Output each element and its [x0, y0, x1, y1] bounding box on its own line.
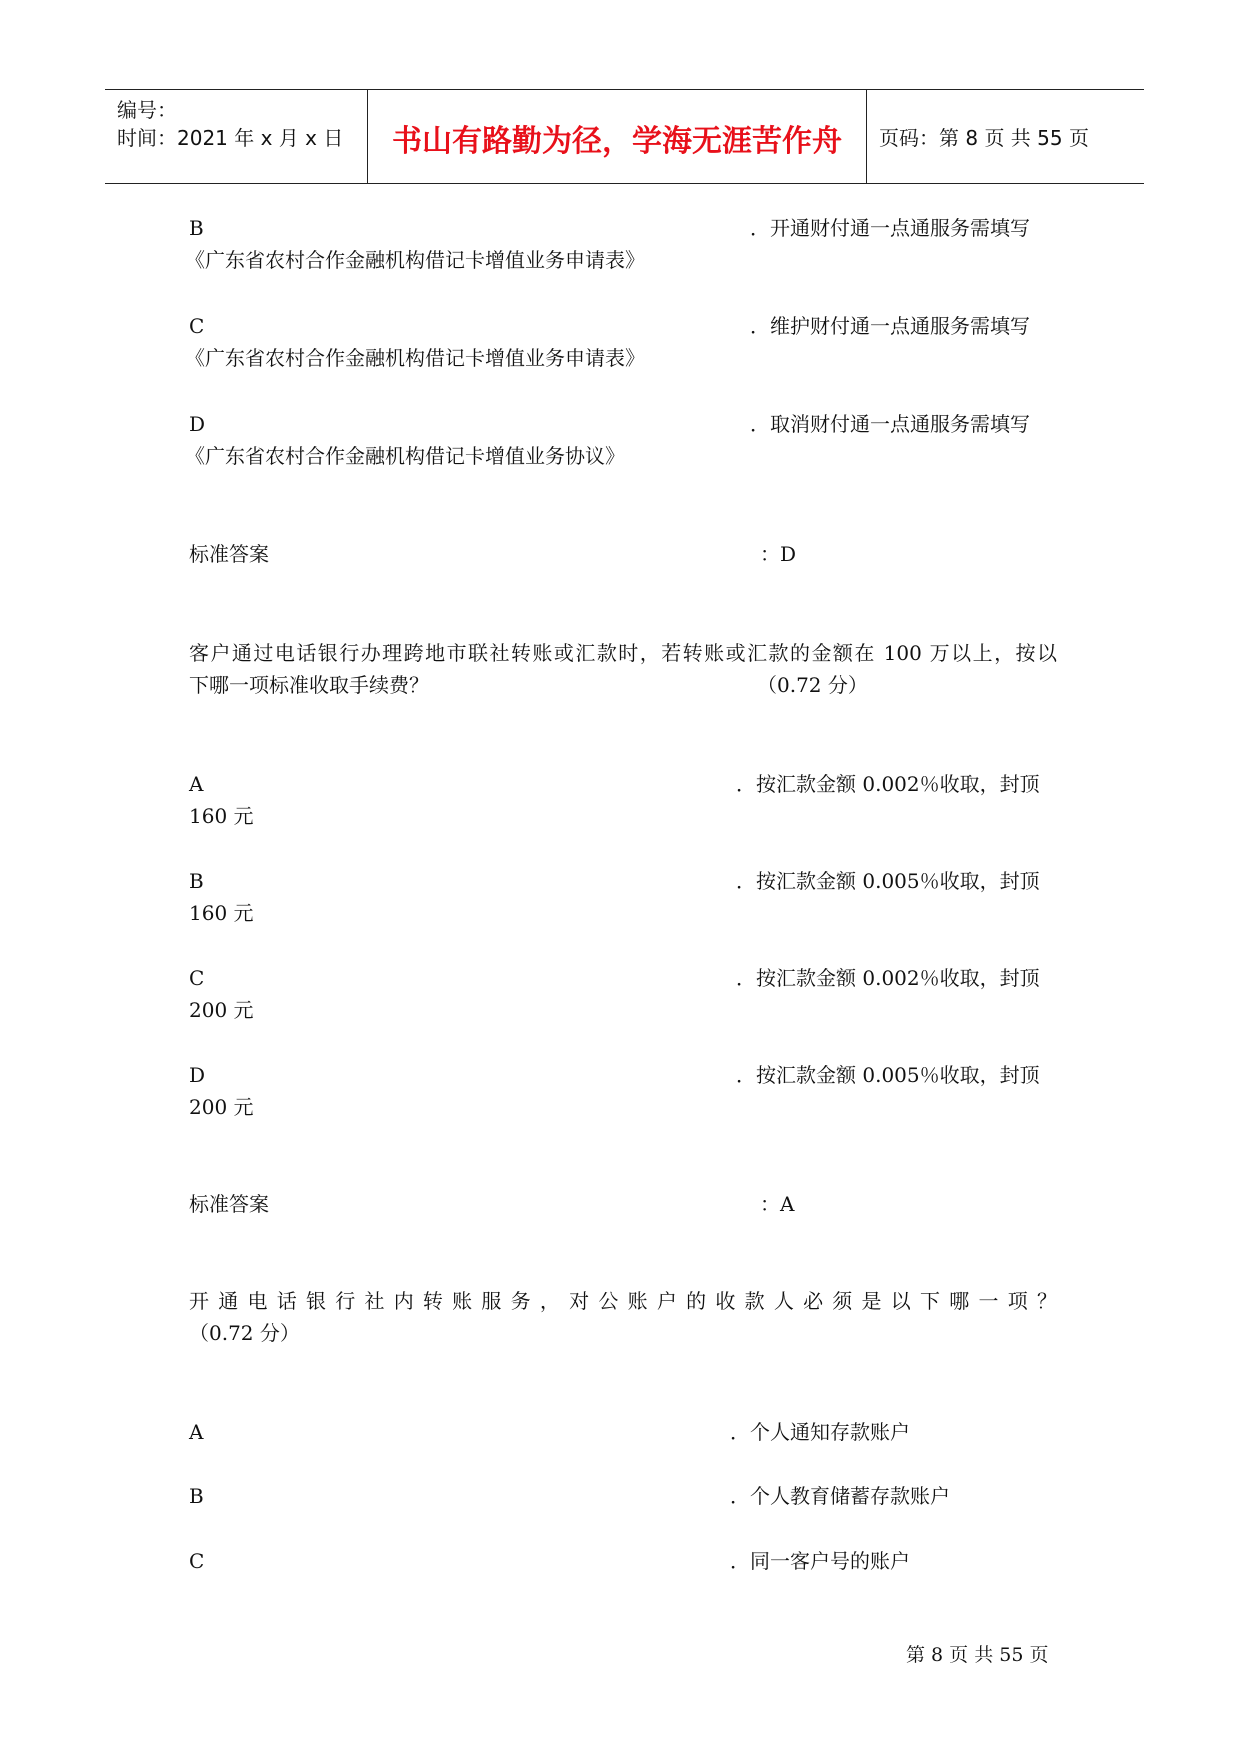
option-text-b: ．开通财付通一点通服务需填写: [750, 216, 1030, 240]
option-continuation-b: 《广东省农村合作金融机构借记卡增值业务申请表》: [185, 248, 645, 272]
option-continuation-c: 《广东省农村合作金融机构借记卡增值业务申请表》: [185, 346, 645, 370]
question-score: （0.72 分）: [757, 673, 868, 697]
option-continuation-a: 160 元: [189, 804, 254, 828]
option-text-c: ．同一客户号的账户: [730, 1549, 910, 1573]
option-letter-d: D: [189, 1063, 206, 1087]
option-text-a: ．个人通知存款账户: [730, 1420, 910, 1444]
option-letter-a: A: [189, 772, 204, 796]
answer-value: ：D: [760, 542, 797, 566]
option-continuation-d: 200 元: [189, 1095, 254, 1119]
option-continuation-c: 200 元: [189, 998, 254, 1022]
answer-label: 标准答案: [189, 1192, 269, 1216]
option-letter-b: B: [189, 1484, 204, 1508]
option-text-a: ．按汇款金额 0.002％收取，封顶: [736, 772, 1040, 796]
page-footer: 第 8 页 共 55 页: [906, 1644, 1049, 1666]
question-score: （0.72 分）: [189, 1321, 300, 1345]
question-text-line2: 下哪一项标准收取手续费？: [189, 673, 429, 697]
option-letter-c: C: [189, 966, 205, 990]
option-letter-a: A: [189, 1420, 204, 1444]
option-text-b: ．按汇款金额 0.005％收取，封顶: [736, 869, 1040, 893]
answer-value: ：A: [760, 1192, 795, 1216]
question-text-line1: 客户通过电话银行办理跨地市联社转账或汇款时，若转账或汇款的金额在 100 万以上，按以: [189, 641, 1057, 665]
option-letter-b: B: [189, 216, 204, 240]
option-letter-c: C: [189, 314, 205, 338]
document-number-label: 编号：: [117, 98, 177, 122]
option-text-b: ．个人教育储蓄存款账户: [730, 1484, 950, 1508]
header-meta-cell: [105, 90, 368, 183]
option-letter-d: D: [189, 412, 206, 436]
option-text-d: ．取消财付通一点通服务需填写: [750, 412, 1030, 436]
option-text-d: ．按汇款金额 0.005％收取，封顶: [736, 1063, 1040, 1087]
option-continuation-b: 160 元: [189, 901, 254, 925]
option-continuation-d: 《广东省农村合作金融机构借记卡增值业务协议》: [185, 444, 625, 468]
option-text-c: ．维护财付通一点通服务需填写: [750, 314, 1030, 338]
question-text-line1: 开通电话银行社内转账服务，对公账户的收款人必须是以下哪一项？: [189, 1289, 1057, 1313]
header-page-cell: [867, 90, 1144, 183]
page-header: [105, 89, 1144, 184]
option-letter-c: C: [189, 1549, 205, 1573]
document-time-label: 时间：2021 年 x 月 x 日: [117, 126, 344, 150]
option-letter-b: B: [189, 869, 204, 893]
header-motto-cell: [368, 90, 867, 183]
motto-text: 书山有路勤为径，学海无涯苦作舟: [392, 124, 842, 159]
page-number-label: 页码：第 8 页 共 55 页: [879, 126, 1089, 150]
option-text-c: ．按汇款金额 0.002％收取，封顶: [736, 966, 1040, 990]
answer-label: 标准答案: [189, 542, 269, 566]
